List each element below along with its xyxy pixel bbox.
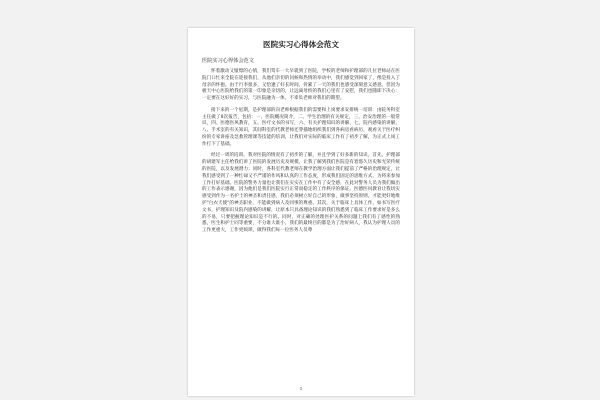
document-page [188,28,414,396]
document-title: 医院实习心得体会范文 [263,40,339,49]
page-number: 1 [299,386,303,391]
paragraph-2: 接下来的一个星期，是护理部的向老师根据我们的需要和上岗要求安排统一培训：由院务科室主任做了8次报告，包括：一、医院概况简介，二、学生治理的有关规定，三、治安治理的一般常识，四、医德医风教育，五、医疗文书的书写，六、有关护理知识的讲解，七、院内感染的讲解，八、手术室的有关知识，其间科室的代教老师还穿插地组织我们到各病房看病历，观看关于医疗纠纷的专家讲座及急救管理课等技能的培训，让我们对实际的临床工作有了初步了解，为正式上岗工作打下了基础。 [202,107,400,147]
document-subtitle: 医院实习心得体会范文 [202,58,254,64]
paragraph-3: 经过一周的培训，我对医院的情况有了初步的了解，并且学到了好多新的知识，首先，护理部的胡建军主任给我们讲了医院的发展历史及规模，让我了解到我们医院是有着悠久历史和光荣传统的医院，以及发展潜力；同时，各科室代教老师在教学治理方面让我们提前了严格的治理规定，让我们感受到了一种忙碌又不严谨的作风和认真的工作态度，形成我们固定的思维方式，为将来参加工作打好基础。医院的警务力量也让我们在实实在工作中有了安全感，在此对警务人员为我们做出的工作表示感谢，因为他们是我们医院实行正常而稳定的工作秩序的保证。医德医风教育让我切实感受到作为一名护士的神圣和责任感，我们必须树立好自己的形象，做事坚持原则，才能更好地维护"白衣天使"的神圣职业，不能做到病人及同事的尊重。其次，关于临床上具体工作，如书写医疗文书，护理知识及院内感染的讲解，让原本只具备理论知识的我们熟悉到了临床工作要求好是多么的不易，只要把握理论知识是不行的。同时，对正确的处理医护关系的问题上我们有了感性的熟悉，医生和护士同等重要，不分谁大谁小，我们的最终目的都是为了治好病人，我认为护理人员的工作更重大，工作更烦琐，做得我们每一位医务人员尊 [202,153,400,234]
paragraph-1: 怀着激动又憧憬的心情，我们驾车一大早就到了医院，学校的老师和护理部的几位老师站在医院门口忙来全院在迎接我们，从他们亲切的问候和热情的举动中，我们感觉到回家了，像是投入了母亲的怀抱。由于行李很多，又恰逢了好长时间，骨累了一天的我们也感受深刻意义感意。但因为板天中心医院给我们的第一印象是亲切的，让远离母校的我们心里有了安慰，我们也随即下决心：一定要在这好好的实习，与医院融为一体，不辜负老师对我们的期望。 [202,69,400,102]
